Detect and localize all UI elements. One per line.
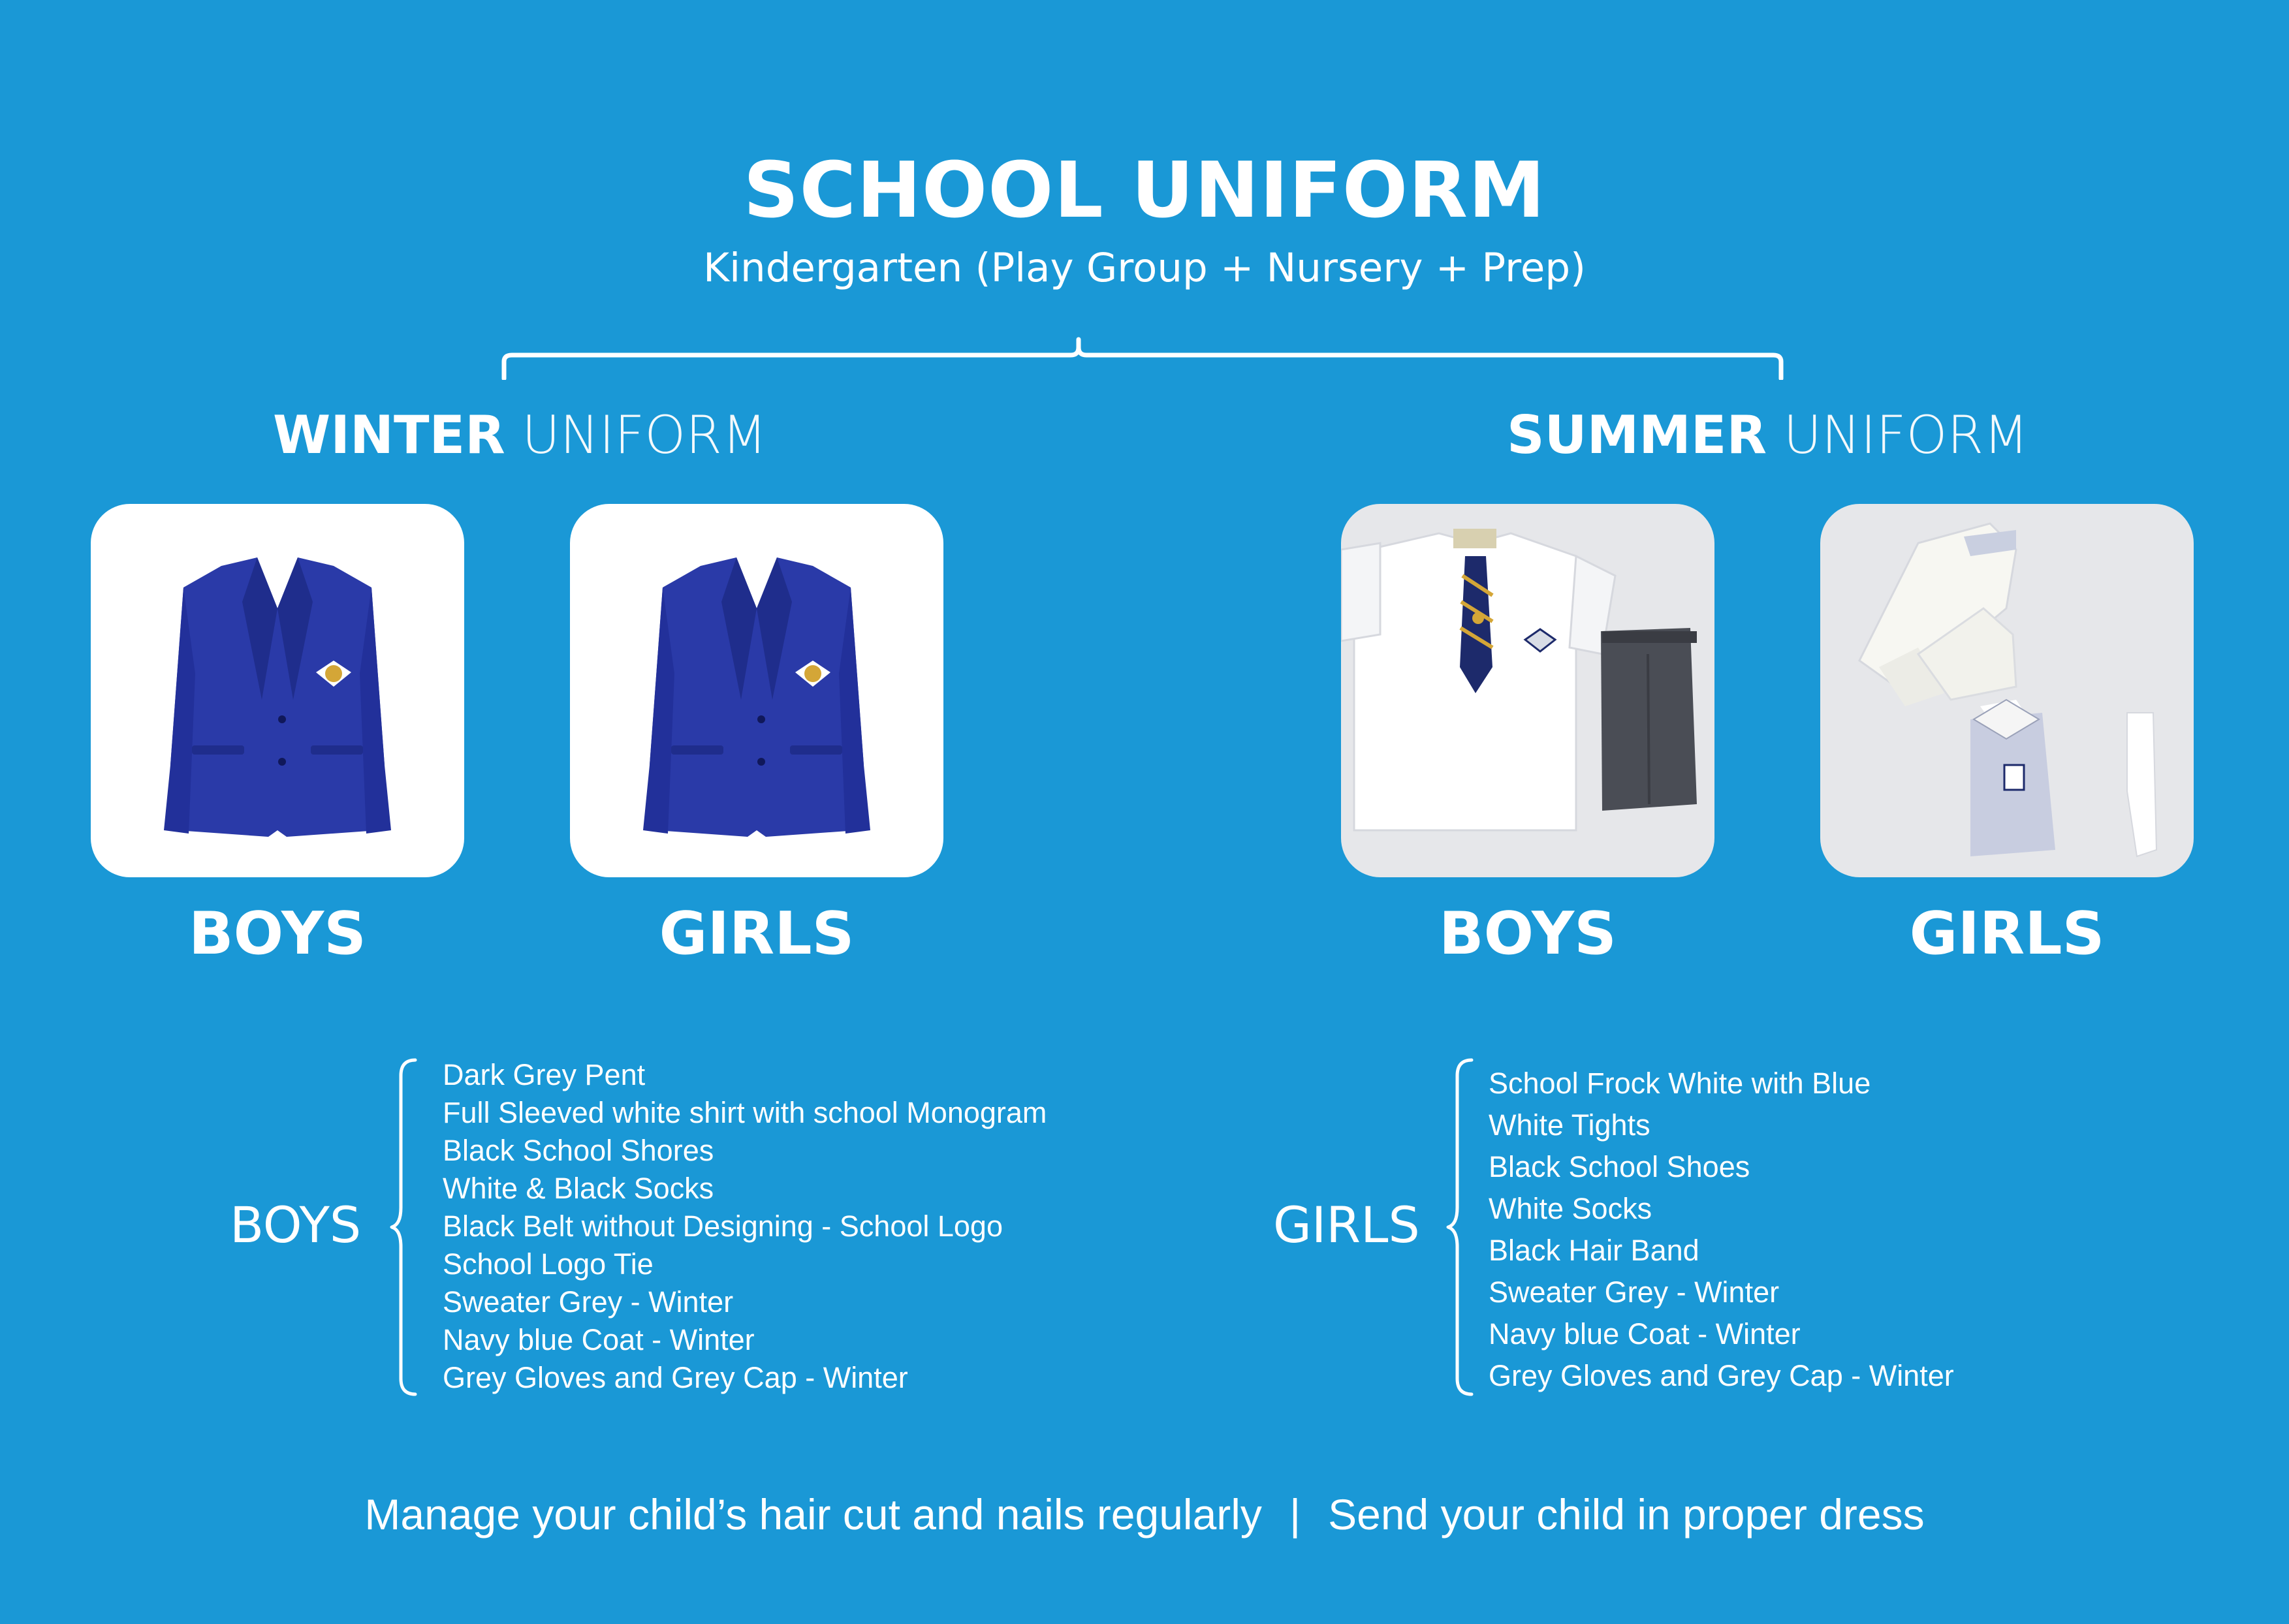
summer-heading-light: UNIFORM bbox=[1783, 405, 2029, 465]
white-frock-and-tights-icon bbox=[1820, 504, 2194, 877]
summer-girls-label: GIRLS bbox=[1909, 899, 2105, 968]
list-item: Black Hair Band bbox=[1489, 1234, 1699, 1267]
winter-boys-label: BOYS bbox=[189, 899, 366, 968]
boys-requirements-list bbox=[443, 1056, 1047, 1397]
list-item: Sweater Grey - Winter bbox=[1489, 1275, 1780, 1309]
footer-separator: | bbox=[1289, 1490, 1301, 1538]
list-item: Full Sleeved white shirt with school Monogram bbox=[443, 1096, 1047, 1129]
list-item: Grey Gloves and Grey Cap - Winter bbox=[1489, 1359, 1954, 1392]
list-item: Grey Gloves and Grey Cap - Winter bbox=[443, 1361, 908, 1394]
top-curly-brace bbox=[496, 334, 1789, 380]
list-item: School Frock White with Blue bbox=[1489, 1067, 1871, 1100]
list-item: White & Black Socks bbox=[443, 1172, 714, 1205]
winter-girls-image-card bbox=[570, 504, 943, 877]
boys-curly-brace bbox=[389, 1057, 422, 1397]
list-item: White Tights bbox=[1489, 1108, 1650, 1142]
list-item: Navy blue Coat - Winter bbox=[443, 1323, 755, 1356]
list-item: Navy blue Coat - Winter bbox=[1489, 1317, 1801, 1351]
girls-list-heading: GIRLS bbox=[1273, 1196, 1420, 1254]
winter-girls-label: GIRLS bbox=[659, 899, 855, 968]
list-item: Black School Shores bbox=[443, 1134, 714, 1167]
summer-heading-bold: SUMMER bbox=[1507, 405, 1767, 465]
footer-note bbox=[0, 1490, 2289, 1539]
footer-left-text: Manage your child’s hair cut and nails regularly bbox=[364, 1490, 1262, 1538]
list-item: Black Belt without Designing - School Logo bbox=[443, 1210, 1003, 1243]
page-subtitle: Kindergarten (Play Group + Nursery + Prep) bbox=[703, 245, 1586, 291]
winter-heading-light: UNIFORM bbox=[522, 405, 767, 465]
footer-right-text: Send your child in proper dress bbox=[1328, 1490, 1925, 1538]
list-item: Dark Grey Pent bbox=[443, 1058, 646, 1091]
list-item: School Logo Tie bbox=[443, 1247, 654, 1281]
boys-list-heading: BOYS bbox=[230, 1196, 362, 1254]
winter-boys-image-card bbox=[91, 504, 464, 877]
summer-uniform-heading bbox=[1507, 405, 2029, 465]
winter-uniform-heading bbox=[273, 405, 767, 465]
summer-boys-image-card bbox=[1341, 504, 1714, 877]
list-item: White Socks bbox=[1489, 1192, 1652, 1225]
navy-blazer-icon bbox=[570, 504, 943, 877]
list-item: Sweater Grey - Winter bbox=[443, 1285, 734, 1319]
white-shirt-tie-grey-shorts-icon bbox=[1341, 504, 1714, 877]
summer-girls-image-card bbox=[1820, 504, 2194, 877]
winter-heading-bold: WINTER bbox=[273, 405, 505, 465]
summer-boys-label: BOYS bbox=[1439, 899, 1617, 968]
girls-requirements-list bbox=[1489, 1063, 1954, 1397]
list-item: Black School Shoes bbox=[1489, 1150, 1750, 1183]
girls-curly-brace bbox=[1445, 1057, 1478, 1397]
page-title: SCHOOL UNIFORM bbox=[743, 145, 1546, 235]
navy-blazer-icon bbox=[91, 504, 464, 877]
